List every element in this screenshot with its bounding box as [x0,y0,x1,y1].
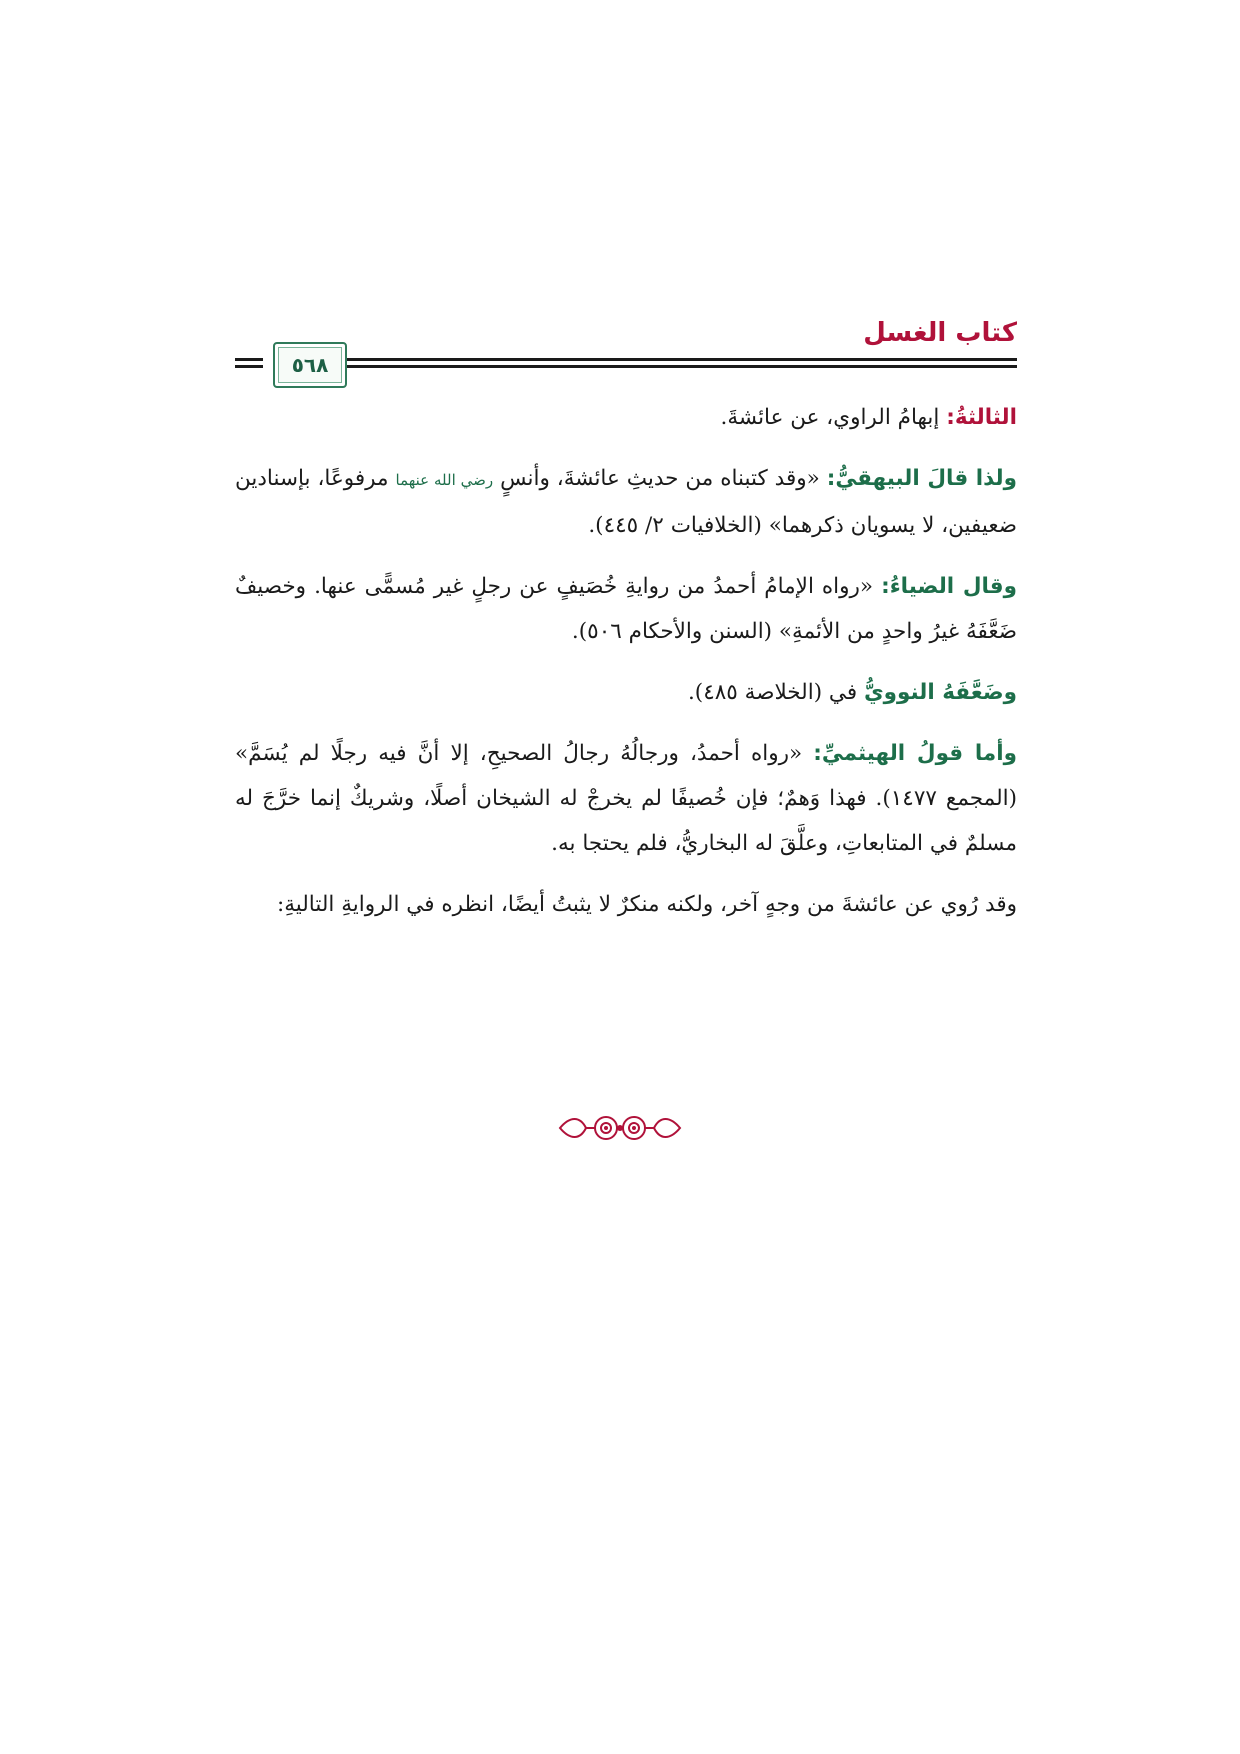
paragraph [235,456,1017,548]
honorific-glyph: رضي الله عنهما [395,471,494,489]
paragraph [235,670,1017,715]
paragraph-lead: ولذا قالَ البيهقيُّ: [826,466,1017,491]
header-rule [345,365,1017,368]
page-body [235,395,1017,943]
paragraph-text: «رواه أحمدُ، ورجالُهُ رجالُ الصحيحِ، إلا أنَّ فيه رجلًا لم يُسَمَّ» (المجمع ١٤٧٧). فهذا وَهمٌ؛ فإن خُصيفًا لم يخرجْ له الشيخان أصلًا، وشريكٌ إنما خرَّجَ له مسلمٌ في المتابعاتِ، وعلَّقَ له البخاريُّ، فلم يحتجا به. [235,741,1017,856]
paragraph-text: «رواه الإمامُ أحمدُ من روايةِ خُصَيفٍ عن رجلٍ غير مُسمًّى عنها. وخصيفٌ ضَعَّفَهُ غيرُ واحدٍ من الأئمةِ» (السنن والأحكام ٥٠٦). [235,574,1017,644]
paragraph-text: وقد رُوي عن عائشةَ من وجهٍ آخر، ولكنه منكرٌ لا يثبتُ أيضًا، انظره في الروايةِ التاليةِ: [277,892,1017,917]
paragraph [235,564,1017,654]
floral-divider-icon [0,1108,1240,1152]
page-number: ٥٦٨ [291,353,329,377]
paragraph-lead: وقال الضياءُ: [881,574,1017,599]
paragraph-text: مرفوعًا، بإسنادين ضعيفين، لا يسويان ذكرهما» (الخلافيات ٢/ ٤٤٥). [235,466,1017,538]
paragraph-lead: وأما قولُ الهيثميِّ: [813,741,1017,766]
paragraph [235,395,1017,440]
book-title: كتاب الغسل [863,318,1017,348]
paragraph-text: «وقد كتبناه من حديثِ عائشةَ، وأنسٍ [493,466,827,491]
header-rule [345,358,1017,361]
floral-divider-svg [550,1108,690,1148]
paragraph-text: إبهامُ الراوي، عن عائشةَ. [720,405,947,430]
page-number-frame [273,342,347,388]
header-rule-left [235,358,263,361]
page-header [235,318,1017,388]
paragraph-text: في (الخلاصة ٤٨٥). [687,680,864,705]
paragraph [235,731,1017,866]
paragraph [235,882,1017,927]
paragraph-lead: الثالثةُ: [946,405,1017,430]
paragraph-lead: وضَعَّفَهُ النوويُّ [863,680,1017,705]
header-rule-left [235,365,263,368]
